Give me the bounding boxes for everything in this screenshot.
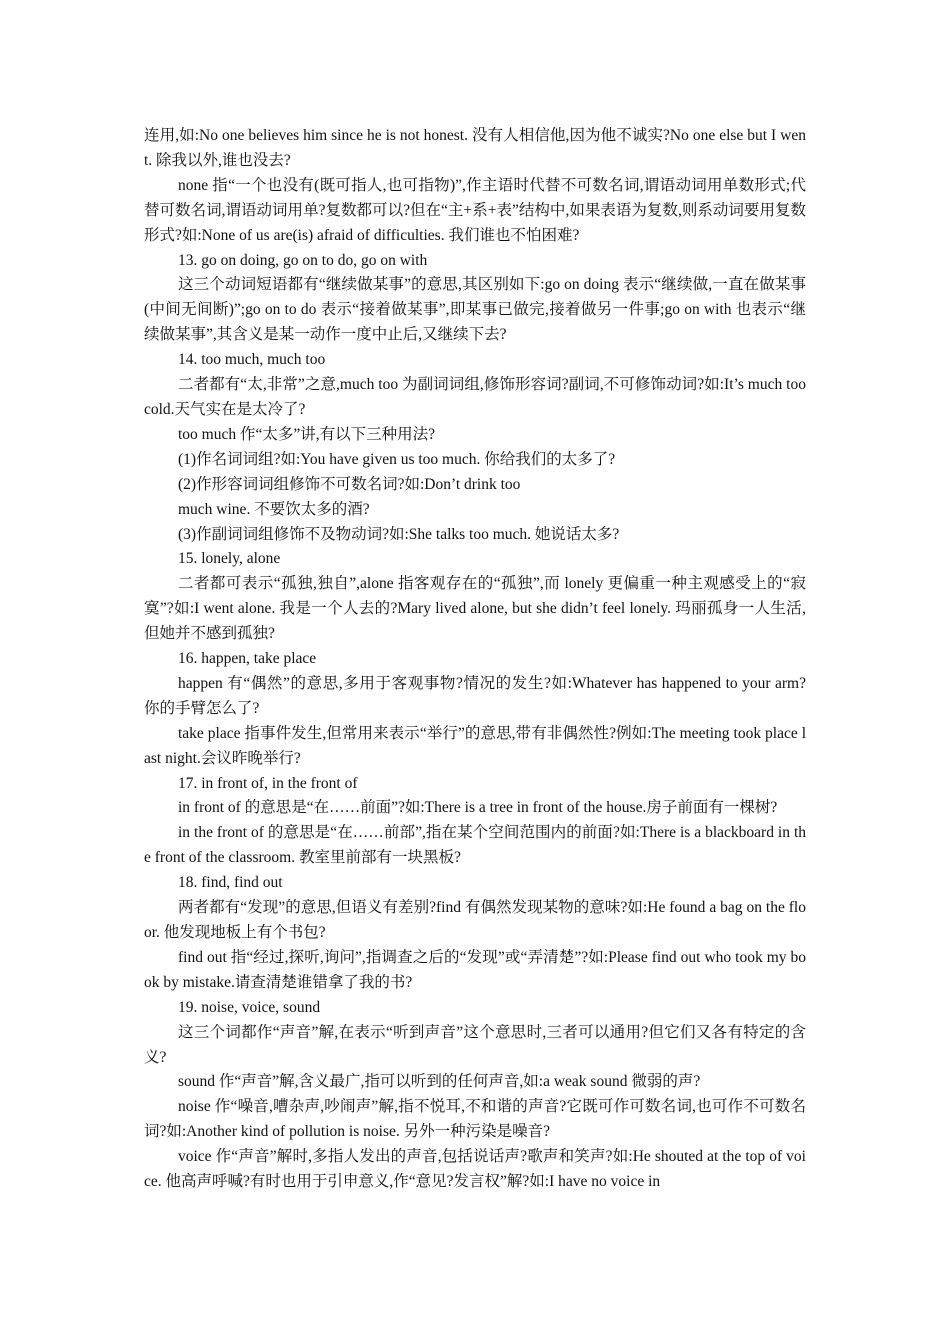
section-heading-14: 14. too much, much too bbox=[178, 351, 326, 369]
section-heading-18: 18. find, find out bbox=[178, 874, 283, 892]
paragraph-5: 二者都有“太,非常”之意,much too 为副词词组,修饰形容词?副词,不可修饰动词?如:It’s much too cold.天气实在是太冷了? bbox=[144, 376, 806, 418]
paragraph-1: none 指“一个也没有(既可指人,也可指物)”,作主语时代替不可数名词,谓语动词用单数形式;代替可数名词,谓语动词用单?复数都可以?但在“主+系+表”结构中,如果表语为复数,则系动词要用复数形式?如:None of us are(is) afraid of difficulties. 我们谁也不怕困难? bbox=[144, 176, 806, 244]
paragraph-0: 连用,如:No one believes him since he is not honest. 没有人相信他,因为他不诚实?No one else but I went. 除我以外,谁也没去? bbox=[144, 127, 806, 169]
section-heading-16: 16. happen, take place bbox=[178, 650, 317, 668]
paragraph-3: 这三个动词短语都有“继续做某事”的意思,其区别如下:go on doing 表示“继续做,一直在做某事(中间无间断)”;go on to do 表示“接着做某事”,即某事已做完,接着做另一件事;go on with 也表示“继续做某事”,其含义是某一动作一度中止后,又继续下去? bbox=[144, 276, 806, 344]
paragraph-23: 这三个词都作“声音”解,在表示“听到声音”这个意思时,三者可以通用?但它们又各有特定的含义? bbox=[144, 1023, 806, 1066]
paragraph-12: 二者都可表示“孤独,独自”,alone 指客观存在的“孤独”,而 lonely 更偏重一种主观感受上的“寂寞”?如:I went alone. 我是一个人去的?Mary lived alone, but she didn’t feel lonely. 玛丽孤身一人生活,但她并不感到孤独? bbox=[144, 575, 806, 643]
paragraph-10: (3)作副词词组修饰不及物动词?如:She talks too much. 她说话太多? bbox=[178, 525, 620, 543]
section-heading-15: 15. lonely, alone bbox=[178, 550, 281, 568]
document-page bbox=[144, 124, 806, 1195]
paragraph-20: 两者都有“发现”的意思,但语义有差别?find 有偶然发现某物的意味?如:He found a bag on the floor. 他发现地板上有个书包? bbox=[144, 899, 806, 941]
paragraph-7: (1)作名词词组?如:You have given us too much. 你给我们的太多了? bbox=[178, 450, 616, 468]
paragraph-18: in the front of 的意思是“在……前部”,指在某个空间范围内的前面?如:There is a blackboard in the front of the classroom. 教室里前部有一块黑板? bbox=[144, 824, 806, 867]
paragraph-21: find out 指“经过,探听,询问”,指调查之后的“发现”或“弄清楚”?如:Please find out who took my book by mistake.请查清楚谁错拿了我的书? bbox=[144, 948, 806, 991]
section-heading-13: 13. go on doing, go on to do, go on with bbox=[178, 251, 428, 269]
paragraph-8: (2)作形容词词组修饰不可数名词?如:Don’t drink too bbox=[178, 475, 521, 493]
section-heading-17: 17. in front of, in the front of bbox=[178, 774, 358, 792]
paragraph-14: happen 有“偶然”的意思,多用于客观事物?情况的发生?如:Whatever has happened to your arm? 你的手臂怎么了? bbox=[144, 674, 806, 717]
paragraph-6: too much 作“太多”讲,有以下三种用法? bbox=[178, 425, 436, 443]
paragraph-24: sound 作“声音”解,含义最广,指可以听到的任何声音,如:a weak sound 微弱的声? bbox=[178, 1073, 701, 1091]
paragraph-17: in front of 的意思是“在……前面”?如:There is a tree in front of the house.房子前面有一棵树? bbox=[178, 799, 778, 817]
paragraph-25: noise 作“噪音,嘈杂声,吵闹声”解,指不悦耳,不和谐的声音?它既可作可数名词,也可作不可数名词?如:Another kind of pollution is noise. 另外一种污染是噪音? bbox=[144, 1098, 806, 1141]
paragraph-15: take place 指事件发生,但常用来表示“举行”的意思,带有非偶然性?例如:The meeting took place last night.会议昨晚举行? bbox=[144, 724, 806, 767]
section-heading-19: 19. noise, voice, sound bbox=[178, 998, 321, 1016]
paragraph-9: much wine. 不要饮太多的酒? bbox=[178, 500, 370, 518]
paragraph-26: voice 作“声音”解时,多指人发出的声音,包括说话声?歌声和笑声?如:He shouted at the top of voice. 他高声呼喊?有时也用于引申意义,作“意见?发言权”解?如:I have no voice in bbox=[144, 1148, 806, 1191]
